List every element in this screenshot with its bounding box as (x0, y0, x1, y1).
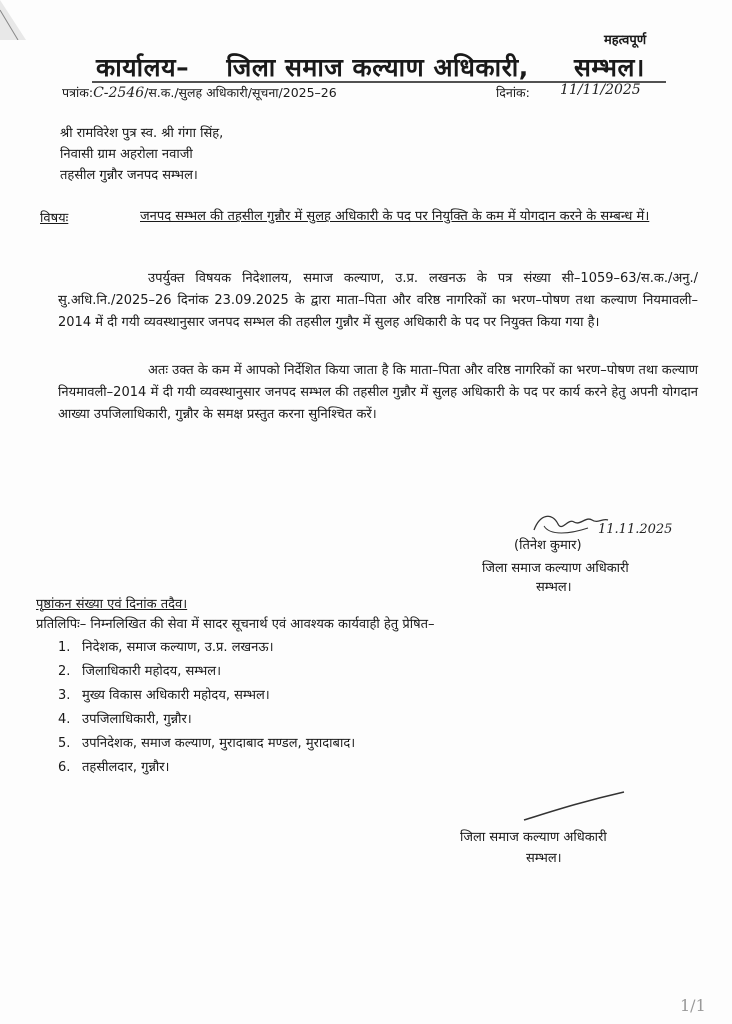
reference-number-handwritten: C-2546 (93, 85, 145, 101)
page-fold-corner (0, 0, 26, 40)
signatory-place: सम्भल। (536, 580, 572, 595)
signatory-designation-2: जिला समाज कल्याण अधिकारी (460, 830, 607, 845)
address-line-2: निवासी ग्राम अहरोला नवाजी (60, 147, 193, 162)
list-number: 5. (58, 736, 71, 751)
list-number: 1. (58, 640, 71, 655)
reference-rest: /स.क./सुलह अधिकारी/सूचना/2025–26 (144, 85, 337, 100)
list-number: 4. (58, 712, 71, 727)
office-label: कार्यालय– (96, 53, 190, 82)
list-item (58, 684, 355, 708)
important-label: महत्वपूर्ण (604, 33, 647, 48)
list-item (58, 636, 355, 660)
endorsement-line: पृष्ठांकन संख्या एवं दिनांक तदैव। (36, 597, 188, 612)
list-item (58, 756, 355, 780)
cc-intro: प्रतिलिपिः– निम्नलिखित की सेवा में सादर सूचनार्थ एवं आवश्यक कार्यवाही हेतु प्रेषित– (36, 617, 435, 632)
office-header (96, 50, 645, 84)
date-handwritten: 11/11/2025 (560, 82, 641, 98)
list-text: उपनिदेशक, समाज कल्याण, मुरादाबाद मण्डल, मुरादाबाद। (82, 736, 356, 751)
reference-line (62, 84, 337, 101)
list-number: 3. (58, 688, 71, 703)
list-item (58, 660, 355, 684)
signature-date-handwritten: 11.11.2025 (598, 522, 673, 537)
list-text: तहसीलदार, गुन्नौर। (82, 760, 170, 775)
body-paragraph-1: उपर्युक्त विषयक निदेशालय, समाज कल्याण, उ.प्र. लखनऊ के पत्र संख्या सी–1059–63/स.क./अनु./सु.अधि.नि./2025–26 दिनांक 23.09.2025 के द्वारा माता–पिता और वरिष्ठ नागरिकों का भरण–पोषण तथा कल्याण नियमावली–2014 में दी गयी व्यवस्थानुसार जनपद सम्भल की तहसील गुन्नौर में सुलह अधिकारी के पद पर नियुक्त किया गया है। (58, 271, 698, 330)
cc-list (58, 636, 355, 780)
subject-text: जनपद सम्भल की तहसील गुन्नौर में सुलह अधिकारी के पद पर नियुक्ति के कम में योगदान करने के सम्बन्ध में। (140, 209, 650, 224)
signatory-name: (तिनेश कुमार) (514, 538, 582, 553)
list-text: मुख्य विकास अधिकारी महोदय, सम्भल। (82, 688, 270, 703)
list-text: जिलाधिकारी महोदय, सम्भल। (82, 664, 222, 679)
body-paragraph-2: अतः उक्त के कम में आपको निर्देशित किया जाता है कि माता–पिता और वरिष्ठ नागरिकों का भरण–पोषण तथा कल्याण नियमावली–2014 में दी गयी व्यवस्थानुसार जनपद सम्भल की तहसील गुन्नौर में सुलह अधिकारी के पद पर कार्य करने हेतु अपनी योगदान आख्या उपजिलाधिकारी, गुन्नौर के समक्ष प्रस्तुत करना सुनिश्चित करें। (58, 363, 698, 422)
list-number: 2. (58, 664, 71, 679)
list-item (58, 708, 355, 732)
list-text: उपजिलाधिकारी, गुन्नौर। (82, 712, 192, 727)
list-number: 6. (58, 760, 71, 775)
signatory-place-2: सम्भल। (526, 851, 562, 866)
list-item (58, 732, 355, 756)
reference-label: पत्रांक: (62, 85, 94, 100)
office-place: सम्भल। (573, 53, 645, 82)
date-label: दिनांक: (496, 85, 530, 100)
list-text: निदेशक, समाज कल्याण, उ.प्र. लखनऊ। (82, 640, 274, 655)
officer-title: जिला समाज कल्याण अधिकारी, (226, 53, 529, 82)
address-line-3: तहसील गुन्नौर जनपद सम्भल। (60, 168, 198, 183)
signatory-designation: जिला समाज कल्याण अधिकारी (482, 561, 629, 576)
signature-stroke (520, 790, 630, 826)
subject-label: विषयः (40, 211, 69, 226)
page-indicator: 1/1 (680, 996, 706, 1015)
address-line-1: श्री रामविरेश पुत्र स्व. श्री गंगा सिंह, (60, 126, 224, 141)
